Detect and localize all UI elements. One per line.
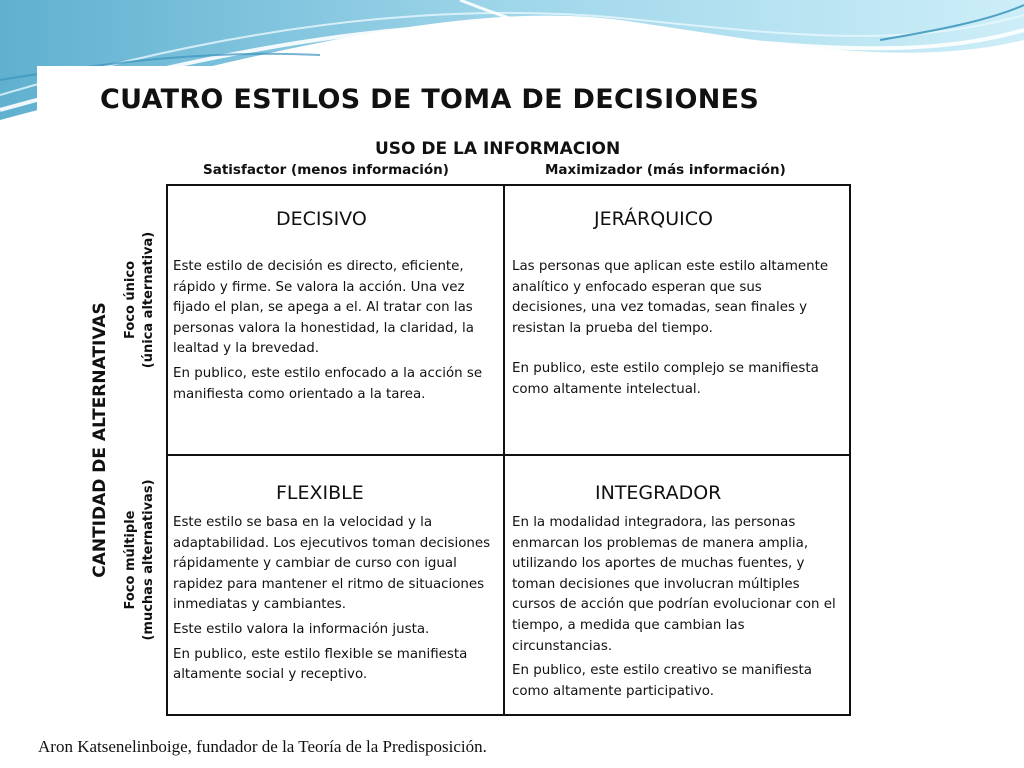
row-label-foco-multiple-line1: Foco múltiple: [123, 510, 138, 610]
flexible-paragraph-2: Este estilo valora la información justa.: [173, 621, 430, 637]
row-label-foco-multiple: [122, 479, 158, 640]
top-axis-label: USO DE LA INFORMACION: [375, 139, 621, 159]
jerarquico-paragraph-1: Las personas que aplican este estilo altamente analítico y enfocado esperan que sus decisiones, una vez tomadas, sean finales y resistan la prueba del tiempo.: [512, 259, 829, 336]
cell-title-integrador: INTEGRADOR: [595, 482, 722, 504]
decisivo-paragraph-1: Este estilo de decisión es directo, eficiente, rápido y firme. Se valora la acción. Una vez fijado el plan, se apega a el. Al tratar con las personas valora la honestidad, la claridad, la lealtad y la brevedad.: [173, 259, 474, 357]
cell-text-flexible: [173, 513, 495, 686]
vertical-divider: [503, 184, 505, 716]
caption: Aron Katsenelinboige, fundador de la Teoría de la Predisposición.: [38, 737, 487, 756]
jerarquico-paragraph-2: En publico, este estilo complejo se manifiesta como altamente intelectual.: [512, 361, 819, 397]
cell-text-decisivo: [173, 257, 495, 405]
integrador-paragraph-2: En publico, este estilo creativo se manifiesta como altamente participativo.: [512, 663, 812, 699]
cell-text-integrador: [512, 513, 844, 702]
cell-title-flexible: FLEXIBLE: [276, 482, 364, 504]
decisivo-paragraph-2: En publico, este estilo enfocado a la acción se manifiesta como orientado a la tarea.: [173, 365, 483, 402]
cell-title-decisivo: DECISIVO: [276, 208, 367, 230]
row-label-foco-unico-line1: Foco único: [123, 260, 138, 340]
left-axis-label: CANTIDAD DE ALTERNATIVAS: [90, 302, 110, 578]
row-label-foco-multiple-line2: (muchas alternativas): [141, 479, 156, 641]
column-header-maximizador: Maximizador (más información): [545, 162, 786, 178]
flexible-paragraph-3: En publico, este estilo flexible se manifiesta altamente social y receptivo.: [173, 646, 468, 683]
row-label-foco-unico: [122, 232, 158, 368]
integrador-paragraph-1: En la modalidad integradora, las personas enmarcan los problemas de manera amplia, utilizando los aportes de muchas fuentes, y toman decisiones que involucran múltiples cursos de acción que podrían evolucionar con el tiempo, a medida que cambian las circunstancias.: [512, 515, 836, 654]
diagram-title: CUATRO ESTILOS DE TOMA DE DECISIONES: [100, 84, 760, 115]
horizontal-divider: [166, 454, 851, 456]
column-header-satisfactor: Satisfactor (menos información): [203, 162, 449, 178]
flexible-paragraph-1: Este estilo se basa en la velocidad y la adaptabilidad. Los ejecutivos toman decisiones rápidamente y cambiar de curso con igual rapidez para mantener el ritmo de situaciones inmediatas y cambiantes.: [173, 515, 491, 613]
cell-title-jerarquico: JERÁRQUICO: [594, 208, 713, 230]
cell-text-jerarquico: [512, 257, 830, 401]
row-label-foco-unico-line2: (única alternativa): [141, 231, 156, 369]
